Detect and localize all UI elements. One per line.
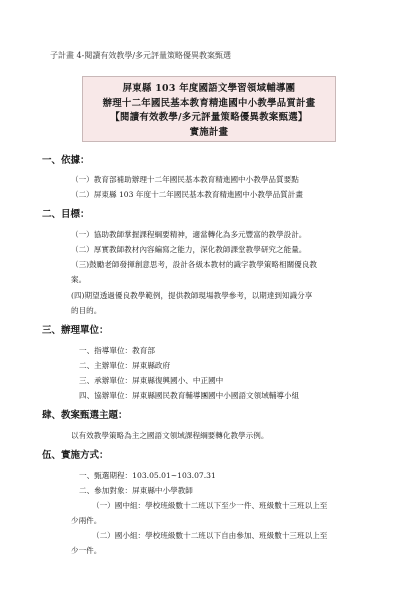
method-item: （二）國小組：學校班級數十二班以下自由參加、班級數十三班以上至 [92, 531, 328, 540]
units-item: 四、協辦單位：屏東縣國民教育輔導團國中小國語文領域輔導小組 [79, 391, 300, 400]
method-item: 少一件。 [71, 546, 102, 555]
method-item: 一、甄選期程：103.05.01~103.07.31 [79, 471, 216, 480]
section-basis-heading: 一、依據： [42, 155, 90, 166]
section-goals-heading: 二、目標： [42, 209, 90, 220]
title-box [82, 76, 336, 142]
units-item: 二、主辦單位：屏東縣政府 [79, 361, 171, 370]
method-item: 二、參加對象：屏東縣中小學教師 [79, 486, 193, 495]
units-item: 三、承辦單位：屏東縣復興國小、中正國中 [79, 376, 224, 385]
goals-item: 案。 [71, 275, 87, 284]
basis-item: （一）教育部補助辦理十二年國民基本教育精進國中小教學品質要點 [71, 175, 299, 184]
section-theme-heading: 肆、教案甄選主題： [42, 410, 128, 421]
goals-item: 的目的。 [71, 306, 102, 315]
goals-item: (四)期望透過優良教學範例，提供教師現場教學參考，以期達到知識分享 [71, 291, 313, 300]
document-header: 子計畫 4-閱讀有效教學/多元評量策略優異教案甄選 [50, 51, 232, 60]
goals-item: （二）厚實教師教材內容編寫之能力，深化教師課堂教學研究之能量。 [71, 245, 307, 254]
method-item: （一）國中組：學校班級數十二班以下至少一件、班級數十三班以上至 [92, 501, 328, 510]
title-line-4: 實施計畫 [189, 126, 229, 138]
goals-item: （一）協助教師掌握課程綱要精神，適當轉化為多元豐富的教學設計。 [71, 230, 307, 239]
title-line-2: 辦理十二年國民基本教育精進國中小教學品質計畫 [102, 97, 316, 109]
basis-item: （二）屏東縣 103 年度十二年國民基本教育精進國中小教學品質計畫 [71, 190, 303, 199]
goals-item: （三)鼓勵老師發揮創意思考，設計各級本教材的識字教學策略相關優良教 [71, 260, 317, 269]
method-item: 少兩件。 [71, 516, 102, 525]
section-method-heading: 伍、實施方式： [42, 450, 109, 461]
section-units-heading: 三、辦理單位： [42, 325, 109, 336]
theme-item: 以有效教學策略為主之國語文領域課程綱要轉化教學示例。 [71, 431, 269, 440]
title-line-1: 屏東縣 103 年度國語文學習領域輔導團 [122, 83, 296, 94]
units-item: 一、指導單位：教育部 [79, 346, 155, 355]
title-line-3: 【閱讀有效教學/多元評量策略優異教案甄選】 [110, 112, 308, 123]
